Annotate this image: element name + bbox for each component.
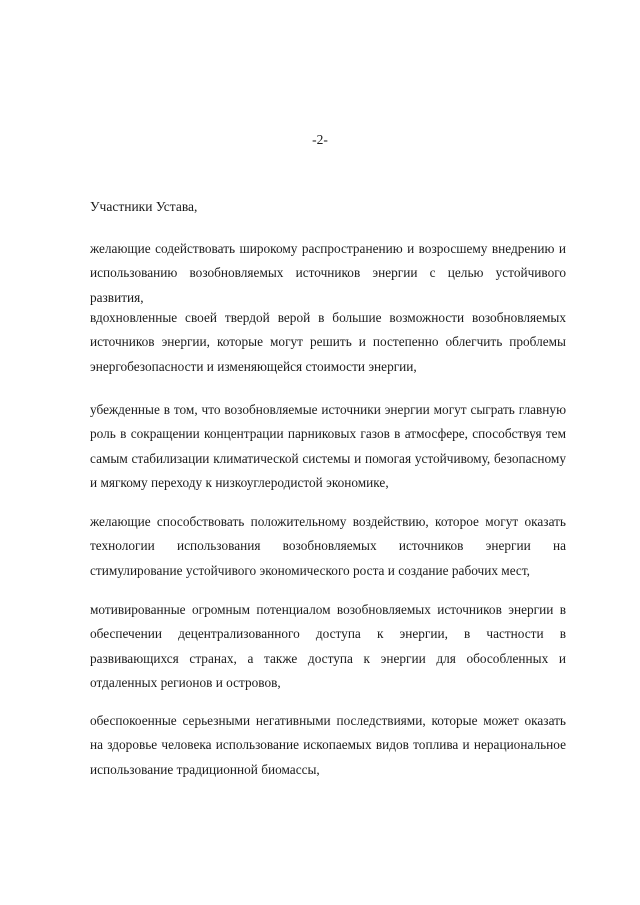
- paragraph: желающие содействовать широкому распространению и возросшему внедрению и использованию возобновляемых источников энергии с целью устойчивого развития,: [90, 241, 566, 305]
- paragraph: убежденные в том, что возобновляемые источники энергии могут сыграть главную роль в сокращении концентрации парниковых газов в атмосфере, способствуя тем самым стабилизации климатической системы и помогая устойчивому, безопасному и мягкому переходу к низкоуглеродистой экономике,: [90, 402, 566, 490]
- page-number: -2-: [312, 132, 328, 147]
- paragraph: мотивированные огромным потенциалом возобновляемых источников энергии в обеспечении децентрализованного доступа к энергии, в частности в развивающихся странах, а также доступа к энергии для обособленных и отдаленных регионов и островов,: [90, 602, 566, 690]
- salutation: Участники Устава,: [90, 199, 198, 214]
- paragraph: вдохновленные своей твердой верой в большие возможности возобновляемых источников энергии, которые могут решить и постепенно облегчить проблемы энергобезопасности и изменяющейся стоимости энергии,: [90, 310, 566, 374]
- paragraph: желающие способствовать положительному воздействию, которое могут оказать технологии использования возобновляемых источников энергии на стимулирование устойчивого экономического роста и создание рабочих мест,: [90, 514, 566, 578]
- paragraph: обеспокоенные серьезными негативными последствиями, которые может оказать на здоровье человека использование ископаемых видов топлива и нерациональное использование традиционной биомассы,: [90, 713, 566, 777]
